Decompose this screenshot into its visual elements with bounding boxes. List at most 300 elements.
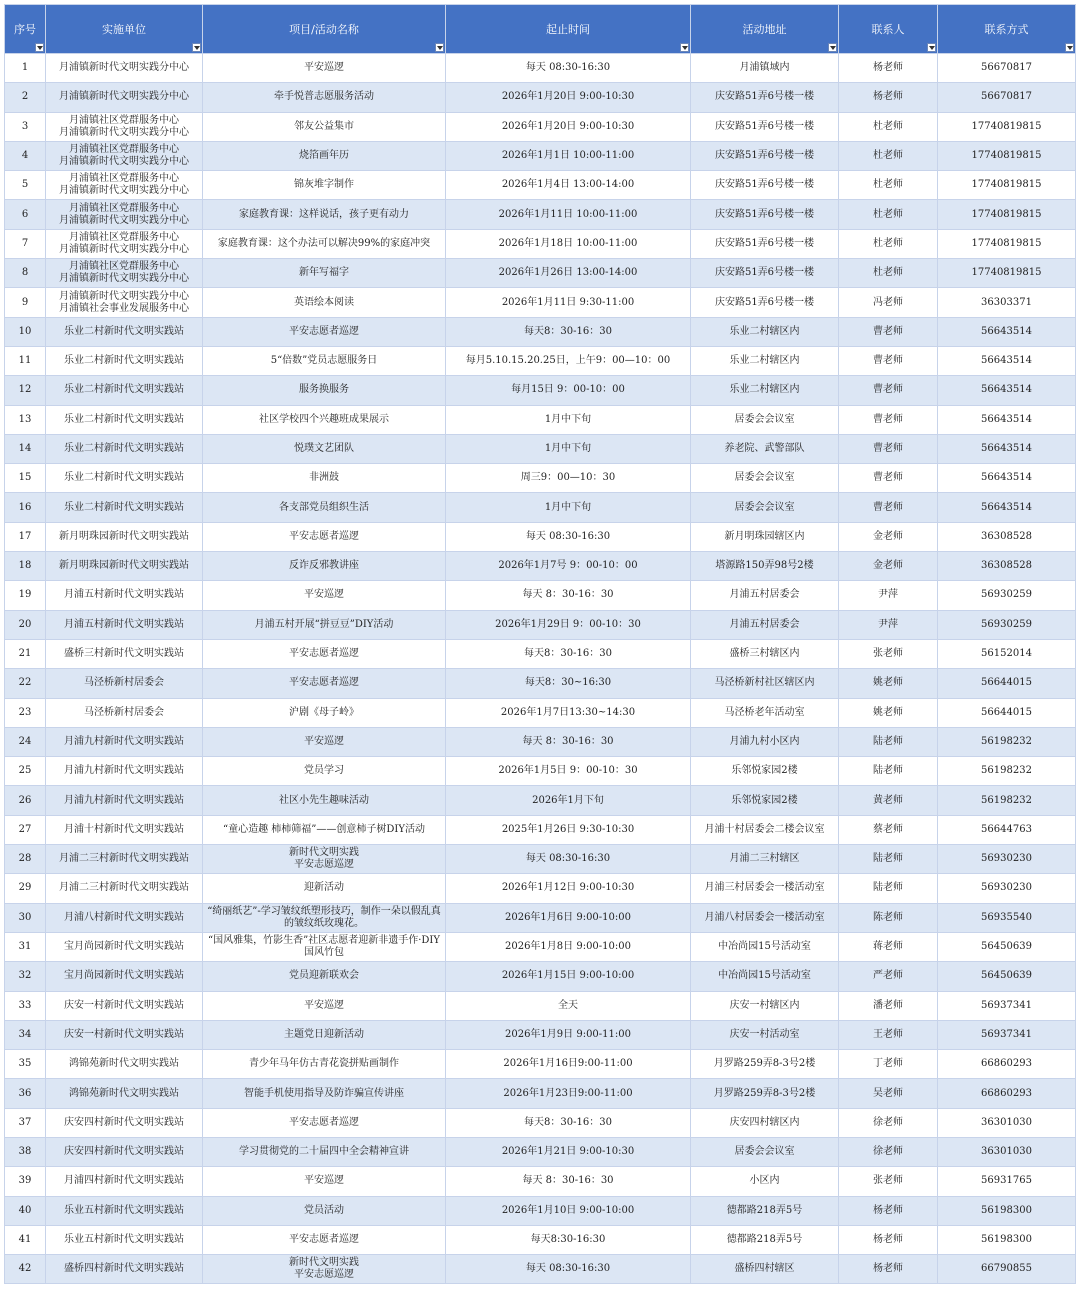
cell-activity[interactable] <box>203 815 446 844</box>
cell-serial[interactable] <box>5 1167 46 1196</box>
cell-contact[interactable] <box>839 1108 938 1137</box>
cell-serial[interactable] <box>5 229 46 258</box>
cell-serial[interactable] <box>5 259 46 288</box>
cell-phone[interactable] <box>938 54 1076 83</box>
cell-serial[interactable] <box>5 200 46 229</box>
cell-phone[interactable] <box>938 874 1076 903</box>
cell-unit[interactable] <box>46 639 203 668</box>
cell-contact[interactable] <box>839 434 938 463</box>
cell-time[interactable] <box>446 493 691 522</box>
cell-address[interactable] <box>691 581 839 610</box>
filter-dropdown-icon[interactable] <box>927 43 936 52</box>
cell-unit[interactable] <box>46 317 203 346</box>
cell-contact[interactable] <box>839 903 938 932</box>
cell-contact[interactable] <box>839 698 938 727</box>
cell-unit[interactable] <box>46 903 203 932</box>
cell-activity[interactable] <box>203 1137 446 1166</box>
cell-activity[interactable] <box>203 932 446 961</box>
filter-dropdown-icon[interactable] <box>828 43 837 52</box>
cell-phone[interactable] <box>938 171 1076 200</box>
cell-contact[interactable] <box>839 1079 938 1108</box>
cell-activity[interactable] <box>203 493 446 522</box>
cell-unit[interactable] <box>46 727 203 756</box>
cell-address[interactable] <box>691 610 839 639</box>
cell-activity[interactable] <box>203 171 446 200</box>
cell-time[interactable] <box>446 1050 691 1079</box>
cell-contact[interactable] <box>839 1020 938 1049</box>
cell-contact[interactable] <box>839 141 938 170</box>
cell-serial[interactable] <box>5 698 46 727</box>
cell-unit[interactable] <box>46 346 203 375</box>
cell-serial[interactable] <box>5 1050 46 1079</box>
cell-contact[interactable] <box>839 1225 938 1254</box>
cell-time[interactable] <box>446 757 691 786</box>
cell-time[interactable] <box>446 698 691 727</box>
cell-serial[interactable] <box>5 1196 46 1225</box>
cell-unit[interactable] <box>46 1137 203 1166</box>
cell-unit[interactable] <box>46 815 203 844</box>
cell-contact[interactable] <box>839 1167 938 1196</box>
cell-contact[interactable] <box>839 229 938 258</box>
cell-address[interactable] <box>691 815 839 844</box>
cell-unit[interactable] <box>46 83 203 112</box>
cell-contact[interactable] <box>839 464 938 493</box>
cell-unit[interactable] <box>46 376 203 405</box>
cell-contact[interactable] <box>839 610 938 639</box>
cell-time[interactable] <box>446 727 691 756</box>
cell-activity[interactable] <box>203 669 446 698</box>
cell-time[interactable] <box>446 171 691 200</box>
cell-phone[interactable] <box>938 1225 1076 1254</box>
cell-serial[interactable] <box>5 962 46 991</box>
cell-time[interactable] <box>446 200 691 229</box>
cell-serial[interactable] <box>5 991 46 1020</box>
cell-time[interactable] <box>446 522 691 551</box>
cell-address[interactable] <box>691 200 839 229</box>
cell-serial[interactable] <box>5 464 46 493</box>
cell-address[interactable] <box>691 639 839 668</box>
cell-serial[interactable] <box>5 288 46 317</box>
cell-unit[interactable] <box>46 1020 203 1049</box>
cell-address[interactable] <box>691 991 839 1020</box>
cell-phone[interactable] <box>938 786 1076 815</box>
cell-activity[interactable] <box>203 698 446 727</box>
filter-dropdown-icon[interactable] <box>435 43 444 52</box>
cell-phone[interactable] <box>938 346 1076 375</box>
cell-phone[interactable] <box>938 581 1076 610</box>
cell-contact[interactable] <box>839 522 938 551</box>
cell-address[interactable] <box>691 757 839 786</box>
cell-unit[interactable] <box>46 464 203 493</box>
cell-address[interactable] <box>691 141 839 170</box>
cell-contact[interactable] <box>839 54 938 83</box>
cell-phone[interactable] <box>938 1167 1076 1196</box>
cell-time[interactable] <box>446 581 691 610</box>
cell-phone[interactable] <box>938 317 1076 346</box>
cell-unit[interactable] <box>46 434 203 463</box>
cell-serial[interactable] <box>5 552 46 581</box>
cell-phone[interactable] <box>938 962 1076 991</box>
cell-contact[interactable] <box>839 1137 938 1166</box>
cell-activity[interactable] <box>203 54 446 83</box>
cell-serial[interactable] <box>5 493 46 522</box>
cell-phone[interactable] <box>938 376 1076 405</box>
cell-address[interactable] <box>691 317 839 346</box>
cell-serial[interactable] <box>5 757 46 786</box>
cell-time[interactable] <box>446 1255 691 1284</box>
cell-time[interactable] <box>446 317 691 346</box>
cell-serial[interactable] <box>5 669 46 698</box>
cell-time[interactable] <box>446 815 691 844</box>
cell-unit[interactable] <box>46 1225 203 1254</box>
cell-address[interactable] <box>691 1196 839 1225</box>
cell-serial[interactable] <box>5 815 46 844</box>
cell-time[interactable] <box>446 346 691 375</box>
cell-time[interactable] <box>446 434 691 463</box>
cell-phone[interactable] <box>938 757 1076 786</box>
cell-contact[interactable] <box>839 200 938 229</box>
cell-address[interactable] <box>691 464 839 493</box>
cell-address[interactable] <box>691 786 839 815</box>
cell-unit[interactable] <box>46 1079 203 1108</box>
cell-address[interactable] <box>691 112 839 141</box>
cell-time[interactable] <box>446 112 691 141</box>
cell-time[interactable] <box>446 552 691 581</box>
cell-phone[interactable] <box>938 815 1076 844</box>
cell-phone[interactable] <box>938 669 1076 698</box>
cell-serial[interactable] <box>5 83 46 112</box>
cell-time[interactable] <box>446 639 691 668</box>
cell-activity[interactable] <box>203 639 446 668</box>
cell-serial[interactable] <box>5 903 46 932</box>
cell-contact[interactable] <box>839 727 938 756</box>
cell-unit[interactable] <box>46 1196 203 1225</box>
cell-activity[interactable] <box>203 1050 446 1079</box>
cell-serial[interactable] <box>5 522 46 551</box>
cell-address[interactable] <box>691 874 839 903</box>
cell-phone[interactable] <box>938 903 1076 932</box>
cell-contact[interactable] <box>839 317 938 346</box>
cell-contact[interactable] <box>839 288 938 317</box>
cell-address[interactable] <box>691 1020 839 1049</box>
cell-time[interactable] <box>446 932 691 961</box>
cell-unit[interactable] <box>46 874 203 903</box>
cell-phone[interactable] <box>938 845 1076 874</box>
cell-phone[interactable] <box>938 727 1076 756</box>
cell-serial[interactable] <box>5 610 46 639</box>
cell-activity[interactable] <box>203 1225 446 1254</box>
cell-activity[interactable] <box>203 552 446 581</box>
cell-phone[interactable] <box>938 522 1076 551</box>
cell-serial[interactable] <box>5 141 46 170</box>
cell-contact[interactable] <box>839 171 938 200</box>
cell-serial[interactable] <box>5 727 46 756</box>
cell-time[interactable] <box>446 54 691 83</box>
cell-phone[interactable] <box>938 1196 1076 1225</box>
cell-time[interactable] <box>446 991 691 1020</box>
cell-unit[interactable] <box>46 1255 203 1284</box>
cell-time[interactable] <box>446 288 691 317</box>
cell-activity[interactable] <box>203 903 446 932</box>
cell-contact[interactable] <box>839 493 938 522</box>
cell-unit[interactable] <box>46 200 203 229</box>
cell-phone[interactable] <box>938 1255 1076 1284</box>
cell-phone[interactable] <box>938 493 1076 522</box>
cell-time[interactable] <box>446 1108 691 1137</box>
cell-serial[interactable] <box>5 317 46 346</box>
cell-time[interactable] <box>446 1079 691 1108</box>
cell-activity[interactable] <box>203 727 446 756</box>
cell-unit[interactable] <box>46 698 203 727</box>
cell-serial[interactable] <box>5 112 46 141</box>
cell-contact[interactable] <box>839 405 938 434</box>
cell-phone[interactable] <box>938 552 1076 581</box>
cell-phone[interactable] <box>938 610 1076 639</box>
cell-contact[interactable] <box>839 1196 938 1225</box>
cell-address[interactable] <box>691 698 839 727</box>
cell-activity[interactable] <box>203 141 446 170</box>
cell-activity[interactable] <box>203 1079 446 1108</box>
cell-serial[interactable] <box>5 932 46 961</box>
cell-address[interactable] <box>691 845 839 874</box>
cell-contact[interactable] <box>839 112 938 141</box>
cell-address[interactable] <box>691 493 839 522</box>
cell-serial[interactable] <box>5 581 46 610</box>
cell-address[interactable] <box>691 932 839 961</box>
cell-address[interactable] <box>691 727 839 756</box>
cell-address[interactable] <box>691 288 839 317</box>
cell-address[interactable] <box>691 229 839 258</box>
cell-unit[interactable] <box>46 1108 203 1137</box>
cell-time[interactable] <box>446 1020 691 1049</box>
cell-activity[interactable] <box>203 1108 446 1137</box>
cell-time[interactable] <box>446 229 691 258</box>
cell-address[interactable] <box>691 552 839 581</box>
cell-unit[interactable] <box>46 229 203 258</box>
cell-address[interactable] <box>691 171 839 200</box>
cell-time[interactable] <box>446 1137 691 1166</box>
cell-activity[interactable] <box>203 464 446 493</box>
cell-phone[interactable] <box>938 83 1076 112</box>
cell-unit[interactable] <box>46 54 203 83</box>
cell-activity[interactable] <box>203 346 446 375</box>
cell-serial[interactable] <box>5 376 46 405</box>
cell-contact[interactable] <box>839 845 938 874</box>
cell-contact[interactable] <box>839 815 938 844</box>
cell-contact[interactable] <box>839 1050 938 1079</box>
cell-time[interactable] <box>446 464 691 493</box>
filter-dropdown-icon[interactable] <box>680 43 689 52</box>
cell-time[interactable] <box>446 610 691 639</box>
cell-contact[interactable] <box>839 786 938 815</box>
cell-activity[interactable] <box>203 786 446 815</box>
cell-unit[interactable] <box>46 493 203 522</box>
cell-serial[interactable] <box>5 1137 46 1166</box>
cell-phone[interactable] <box>938 1079 1076 1108</box>
cell-contact[interactable] <box>839 669 938 698</box>
cell-unit[interactable] <box>46 405 203 434</box>
cell-address[interactable] <box>691 1225 839 1254</box>
cell-contact[interactable] <box>839 962 938 991</box>
cell-unit[interactable] <box>46 112 203 141</box>
cell-contact[interactable] <box>839 932 938 961</box>
cell-contact[interactable] <box>839 83 938 112</box>
filter-dropdown-icon[interactable] <box>1065 43 1074 52</box>
cell-activity[interactable] <box>203 200 446 229</box>
cell-phone[interactable] <box>938 698 1076 727</box>
cell-phone[interactable] <box>938 991 1076 1020</box>
cell-contact[interactable] <box>839 376 938 405</box>
cell-time[interactable] <box>446 1196 691 1225</box>
cell-phone[interactable] <box>938 464 1076 493</box>
cell-unit[interactable] <box>46 757 203 786</box>
cell-serial[interactable] <box>5 54 46 83</box>
cell-time[interactable] <box>446 874 691 903</box>
cell-activity[interactable] <box>203 1255 446 1284</box>
cell-serial[interactable] <box>5 171 46 200</box>
cell-activity[interactable] <box>203 83 446 112</box>
cell-address[interactable] <box>691 669 839 698</box>
cell-serial[interactable] <box>5 639 46 668</box>
cell-activity[interactable] <box>203 845 446 874</box>
cell-unit[interactable] <box>46 845 203 874</box>
cell-phone[interactable] <box>938 1137 1076 1166</box>
cell-unit[interactable] <box>46 1167 203 1196</box>
cell-contact[interactable] <box>839 1255 938 1284</box>
cell-time[interactable] <box>446 1225 691 1254</box>
cell-address[interactable] <box>691 1108 839 1137</box>
cell-contact[interactable] <box>839 581 938 610</box>
cell-phone[interactable] <box>938 288 1076 317</box>
cell-activity[interactable] <box>203 1167 446 1196</box>
cell-serial[interactable] <box>5 1079 46 1108</box>
cell-activity[interactable] <box>203 991 446 1020</box>
cell-phone[interactable] <box>938 1020 1076 1049</box>
cell-address[interactable] <box>691 1079 839 1108</box>
cell-activity[interactable] <box>203 610 446 639</box>
cell-time[interactable] <box>446 669 691 698</box>
cell-phone[interactable] <box>938 200 1076 229</box>
cell-phone[interactable] <box>938 932 1076 961</box>
cell-serial[interactable] <box>5 434 46 463</box>
cell-time[interactable] <box>446 962 691 991</box>
cell-address[interactable] <box>691 405 839 434</box>
cell-unit[interactable] <box>46 288 203 317</box>
cell-serial[interactable] <box>5 1108 46 1137</box>
cell-address[interactable] <box>691 1255 839 1284</box>
cell-serial[interactable] <box>5 874 46 903</box>
cell-unit[interactable] <box>46 581 203 610</box>
cell-phone[interactable] <box>938 1050 1076 1079</box>
cell-contact[interactable] <box>839 757 938 786</box>
cell-address[interactable] <box>691 259 839 288</box>
cell-contact[interactable] <box>839 552 938 581</box>
cell-activity[interactable] <box>203 1020 446 1049</box>
cell-activity[interactable] <box>203 405 446 434</box>
cell-unit[interactable] <box>46 171 203 200</box>
cell-serial[interactable] <box>5 405 46 434</box>
cell-address[interactable] <box>691 54 839 83</box>
cell-unit[interactable] <box>46 1050 203 1079</box>
cell-phone[interactable] <box>938 1108 1076 1137</box>
cell-phone[interactable] <box>938 434 1076 463</box>
cell-time[interactable] <box>446 903 691 932</box>
cell-address[interactable] <box>691 903 839 932</box>
cell-contact[interactable] <box>839 991 938 1020</box>
cell-phone[interactable] <box>938 141 1076 170</box>
cell-unit[interactable] <box>46 522 203 551</box>
cell-serial[interactable] <box>5 845 46 874</box>
cell-address[interactable] <box>691 434 839 463</box>
cell-phone[interactable] <box>938 229 1076 258</box>
filter-dropdown-icon[interactable] <box>35 43 44 52</box>
cell-time[interactable] <box>446 845 691 874</box>
cell-unit[interactable] <box>46 669 203 698</box>
filter-dropdown-icon[interactable] <box>192 43 201 52</box>
cell-serial[interactable] <box>5 786 46 815</box>
cell-address[interactable] <box>691 1167 839 1196</box>
cell-time[interactable] <box>446 376 691 405</box>
cell-activity[interactable] <box>203 288 446 317</box>
cell-unit[interactable] <box>46 610 203 639</box>
cell-activity[interactable] <box>203 112 446 141</box>
cell-activity[interactable] <box>203 1196 446 1225</box>
cell-time[interactable] <box>446 259 691 288</box>
cell-address[interactable] <box>691 83 839 112</box>
cell-activity[interactable] <box>203 434 446 463</box>
cell-address[interactable] <box>691 1050 839 1079</box>
cell-address[interactable] <box>691 346 839 375</box>
cell-phone[interactable] <box>938 639 1076 668</box>
cell-time[interactable] <box>446 141 691 170</box>
cell-address[interactable] <box>691 376 839 405</box>
cell-serial[interactable] <box>5 1255 46 1284</box>
cell-activity[interactable] <box>203 874 446 903</box>
cell-address[interactable] <box>691 522 839 551</box>
cell-serial[interactable] <box>5 1020 46 1049</box>
cell-phone[interactable] <box>938 259 1076 288</box>
cell-unit[interactable] <box>46 141 203 170</box>
cell-unit[interactable] <box>46 932 203 961</box>
cell-contact[interactable] <box>839 874 938 903</box>
cell-time[interactable] <box>446 786 691 815</box>
cell-contact[interactable] <box>839 346 938 375</box>
cell-activity[interactable] <box>203 376 446 405</box>
cell-activity[interactable] <box>203 581 446 610</box>
cell-time[interactable] <box>446 405 691 434</box>
cell-activity[interactable] <box>203 962 446 991</box>
cell-serial[interactable] <box>5 346 46 375</box>
cell-activity[interactable] <box>203 317 446 346</box>
cell-activity[interactable] <box>203 522 446 551</box>
cell-unit[interactable] <box>46 991 203 1020</box>
cell-phone[interactable] <box>938 405 1076 434</box>
cell-address[interactable] <box>691 962 839 991</box>
cell-phone[interactable] <box>938 112 1076 141</box>
cell-time[interactable] <box>446 83 691 112</box>
cell-unit[interactable] <box>46 259 203 288</box>
cell-contact[interactable] <box>839 639 938 668</box>
cell-address[interactable] <box>691 1137 839 1166</box>
cell-activity[interactable] <box>203 757 446 786</box>
cell-unit[interactable] <box>46 552 203 581</box>
cell-serial[interactable] <box>5 1225 46 1254</box>
cell-activity[interactable] <box>203 259 446 288</box>
cell-time[interactable] <box>446 1167 691 1196</box>
cell-unit[interactable] <box>46 962 203 991</box>
cell-activity[interactable] <box>203 229 446 258</box>
cell-unit[interactable] <box>46 786 203 815</box>
